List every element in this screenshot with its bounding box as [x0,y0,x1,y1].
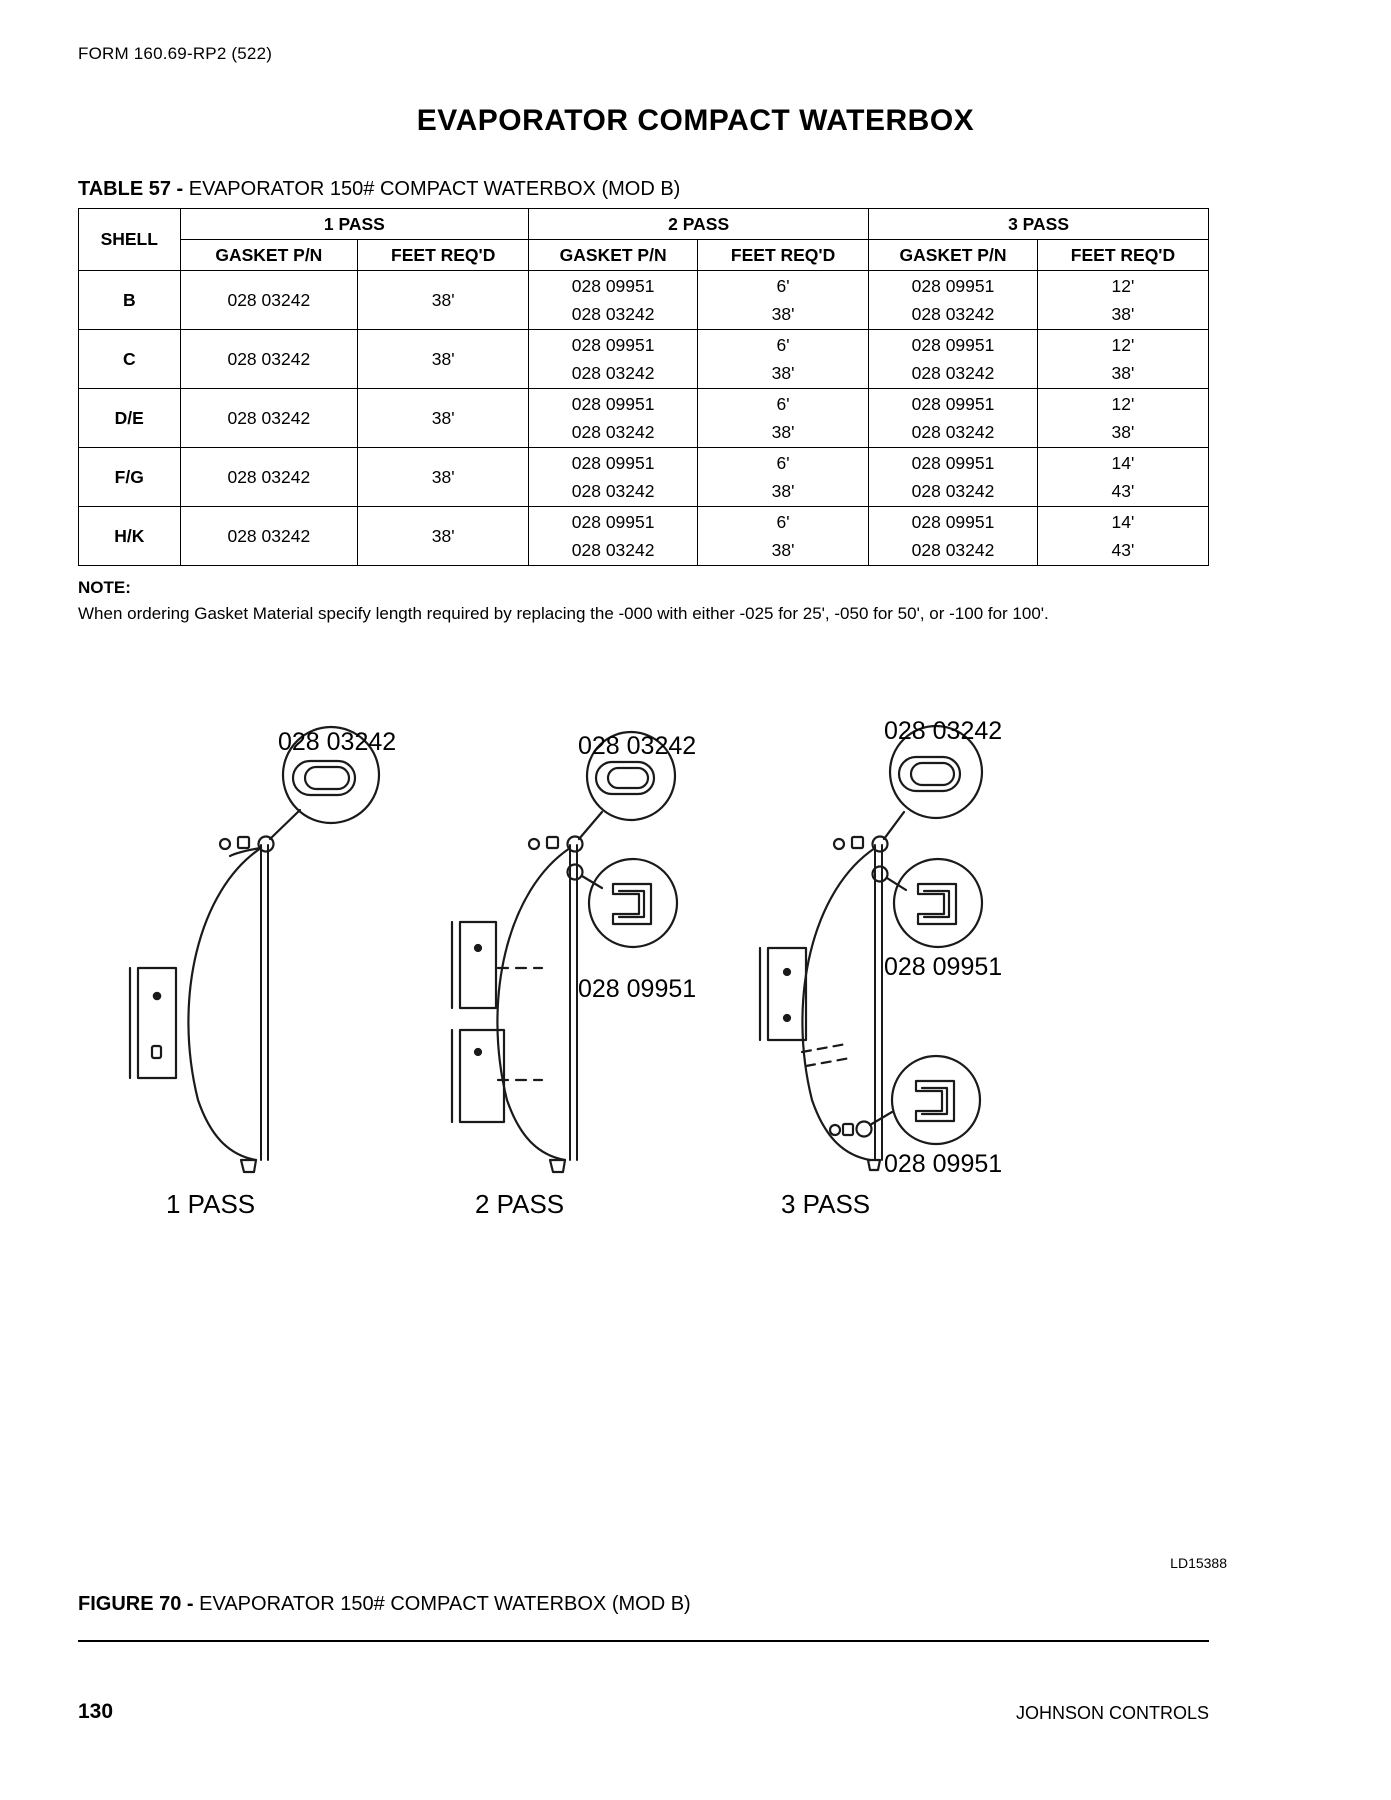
cell-3pass-pn [869,330,1038,389]
gasket-table [78,208,1209,566]
cell-2pass-pn [529,389,698,448]
cell-3pass-feet-a: 12' [1111,335,1135,355]
cell-2pass-feet-b: 38' [771,540,795,560]
label-2-pass: 2 PASS [475,1189,565,1219]
cell-3pass-feet-b: 43' [1111,481,1135,501]
cell-3pass-feet-a: 12' [1111,394,1135,414]
cell-3pass-feet-b: 38' [1111,363,1135,383]
cell-shell: H/K [79,507,181,566]
page-title: EVAPORATOR COMPACT WATERBOX [416,104,975,137]
cell-3pass-pn-b: 028 03242 [911,304,995,324]
cell-2pass-pn-b: 028 03242 [571,304,655,324]
cell-1pass-feet: 38' [358,448,529,507]
cell-3pass-feet-b: 38' [1111,304,1135,324]
cell-2pass-feet-a: 6' [776,453,790,473]
figure-caption-text: EVAPORATOR 150# COMPACT WATERBOX (MOD B) [199,1593,691,1615]
cell-3pass-feet [1037,389,1208,448]
table-row [79,271,1209,330]
cell-3pass-pn-a: 028 09951 [911,276,995,296]
table-row [79,448,1209,507]
cell-3pass-pn [869,507,1038,566]
column-group-3-pass: 3 PASS [869,209,1209,240]
cell-2pass-feet-b: 38' [771,363,795,383]
cell-2pass-pn-a: 028 09951 [571,276,655,296]
cell-2pass-feet-b: 38' [771,304,795,324]
note-label: NOTE: [78,578,131,597]
table-row [79,330,1209,389]
cell-2pass-pn-a: 028 09951 [571,335,655,355]
cell-2pass-feet-a: 6' [776,394,790,414]
cell-2pass-feet [698,448,869,507]
column-header-shell: SHELL [79,209,181,271]
cell-2pass-pn-a: 028 09951 [571,453,655,473]
cell-1pass-pn: 028 03242 [180,448,358,507]
table-sub-header-row [79,240,1209,271]
table-caption-label: TABLE 57 - [78,178,189,200]
table-caption [78,178,680,201]
figure-caption [78,1593,691,1616]
cell-1pass-pn: 028 03242 [180,330,358,389]
column-group-1-pass: 1 PASS [180,209,529,240]
figure-illustration [78,700,1218,1320]
cell-3pass-pn [869,389,1038,448]
cell-3pass-pn-b: 028 03242 [911,481,995,501]
label-1-pass: 1 PASS [166,1189,256,1219]
cell-2pass-feet-b: 38' [771,481,795,501]
cell-3pass-feet [1037,271,1208,330]
cell-1pass-pn: 028 03242 [180,389,358,448]
column-header-feet-reqd-2: FEET REQ'D [698,240,869,271]
cell-2pass-pn-b: 028 03242 [571,422,655,442]
cell-1pass-pn: 028 03242 [180,271,358,330]
cell-3pass-pn [869,271,1038,330]
cell-1pass-feet: 38' [358,330,529,389]
form-code: FORM 160.69-RP2 (522) [78,44,273,63]
label-3-pass: 3 PASS [781,1189,871,1219]
cell-3pass-feet [1037,507,1208,566]
cell-3pass-pn-b: 028 03242 [911,422,995,442]
callout-2pass-gasket-lower: 028 09951 [578,975,697,1003]
cell-shell: C [79,330,181,389]
cell-3pass-pn-a: 028 09951 [911,394,995,414]
cell-3pass-feet [1037,330,1208,389]
three-pass-assembly [760,726,982,1170]
cell-3pass-pn-b: 028 03242 [911,540,995,560]
page-number: 130 [78,1700,114,1723]
column-header-gasket-pn-3: GASKET P/N [869,240,1038,271]
cell-2pass-feet-a: 6' [776,512,790,532]
two-pass-assembly [452,732,677,1172]
one-pass-assembly [130,727,379,1172]
cell-3pass-feet [1037,448,1208,507]
note-text: When ordering Gasket Material specify length required by replacing the -000 with either -025 for 25', -050 for 50', or -100 for 100'. [78,604,1049,623]
table-group-header-row [79,209,1209,240]
drawing-code: LD15388 [1170,1555,1227,1571]
column-header-gasket-pn-1: GASKET P/N [180,240,358,271]
cell-1pass-pn: 028 03242 [180,507,358,566]
cell-3pass-pn-a: 028 09951 [911,512,995,532]
cell-3pass-pn-a: 028 09951 [911,335,995,355]
table-row [79,507,1209,566]
column-header-feet-reqd-3: FEET REQ'D [1037,240,1208,271]
cell-shell: B [79,271,181,330]
cell-3pass-pn-a: 028 09951 [911,453,995,473]
column-group-2-pass: 2 PASS [529,209,869,240]
cell-2pass-pn-b: 028 03242 [571,481,655,501]
callout-3pass-gasket-top: 028 03242 [884,717,1003,745]
table-row [79,389,1209,448]
callout-2pass-gasket-top: 028 03242 [578,732,697,760]
cell-3pass-pn [869,448,1038,507]
cell-1pass-feet: 38' [358,271,529,330]
cell-2pass-pn [529,330,698,389]
cell-1pass-feet: 38' [358,507,529,566]
callout-3pass-gasket-mid: 028 09951 [884,953,1003,981]
cell-2pass-pn [529,271,698,330]
cell-2pass-feet [698,330,869,389]
cell-3pass-feet-a: 14' [1111,453,1135,473]
column-header-feet-reqd-1: FEET REQ'D [358,240,529,271]
cell-1pass-feet: 38' [358,389,529,448]
cell-3pass-feet-a: 12' [1111,276,1135,296]
cell-2pass-feet-a: 6' [776,335,790,355]
cell-2pass-pn-b: 028 03242 [571,363,655,383]
footer-divider [78,1640,1209,1642]
callout-1pass-gasket: 028 03242 [278,728,397,756]
table-caption-text: EVAPORATOR 150# COMPACT WATERBOX (MOD B) [188,178,681,200]
cell-shell: D/E [79,389,181,448]
cell-3pass-feet-a: 14' [1111,512,1135,532]
cell-2pass-feet [698,507,869,566]
cell-2pass-pn-b: 028 03242 [571,540,655,560]
callout-3pass-gasket-lower: 028 09951 [884,1150,1003,1178]
cell-2pass-pn [529,448,698,507]
cell-2pass-feet-b: 38' [771,422,795,442]
cell-2pass-pn [529,507,698,566]
cell-3pass-feet-b: 38' [1111,422,1135,442]
cell-2pass-feet [698,271,869,330]
figure-caption-label: FIGURE 70 - [78,1593,200,1615]
cell-3pass-feet-b: 43' [1111,540,1135,560]
cell-2pass-feet-a: 6' [776,276,790,296]
cell-3pass-pn-b: 028 03242 [911,363,995,383]
column-header-gasket-pn-2: GASKET P/N [529,240,698,271]
cell-shell: F/G [79,448,181,507]
company-name: JOHNSON CONTROLS [1015,1703,1209,1723]
cell-2pass-feet [698,389,869,448]
cell-2pass-pn-a: 028 09951 [571,512,655,532]
cell-2pass-pn-a: 028 09951 [571,394,655,414]
